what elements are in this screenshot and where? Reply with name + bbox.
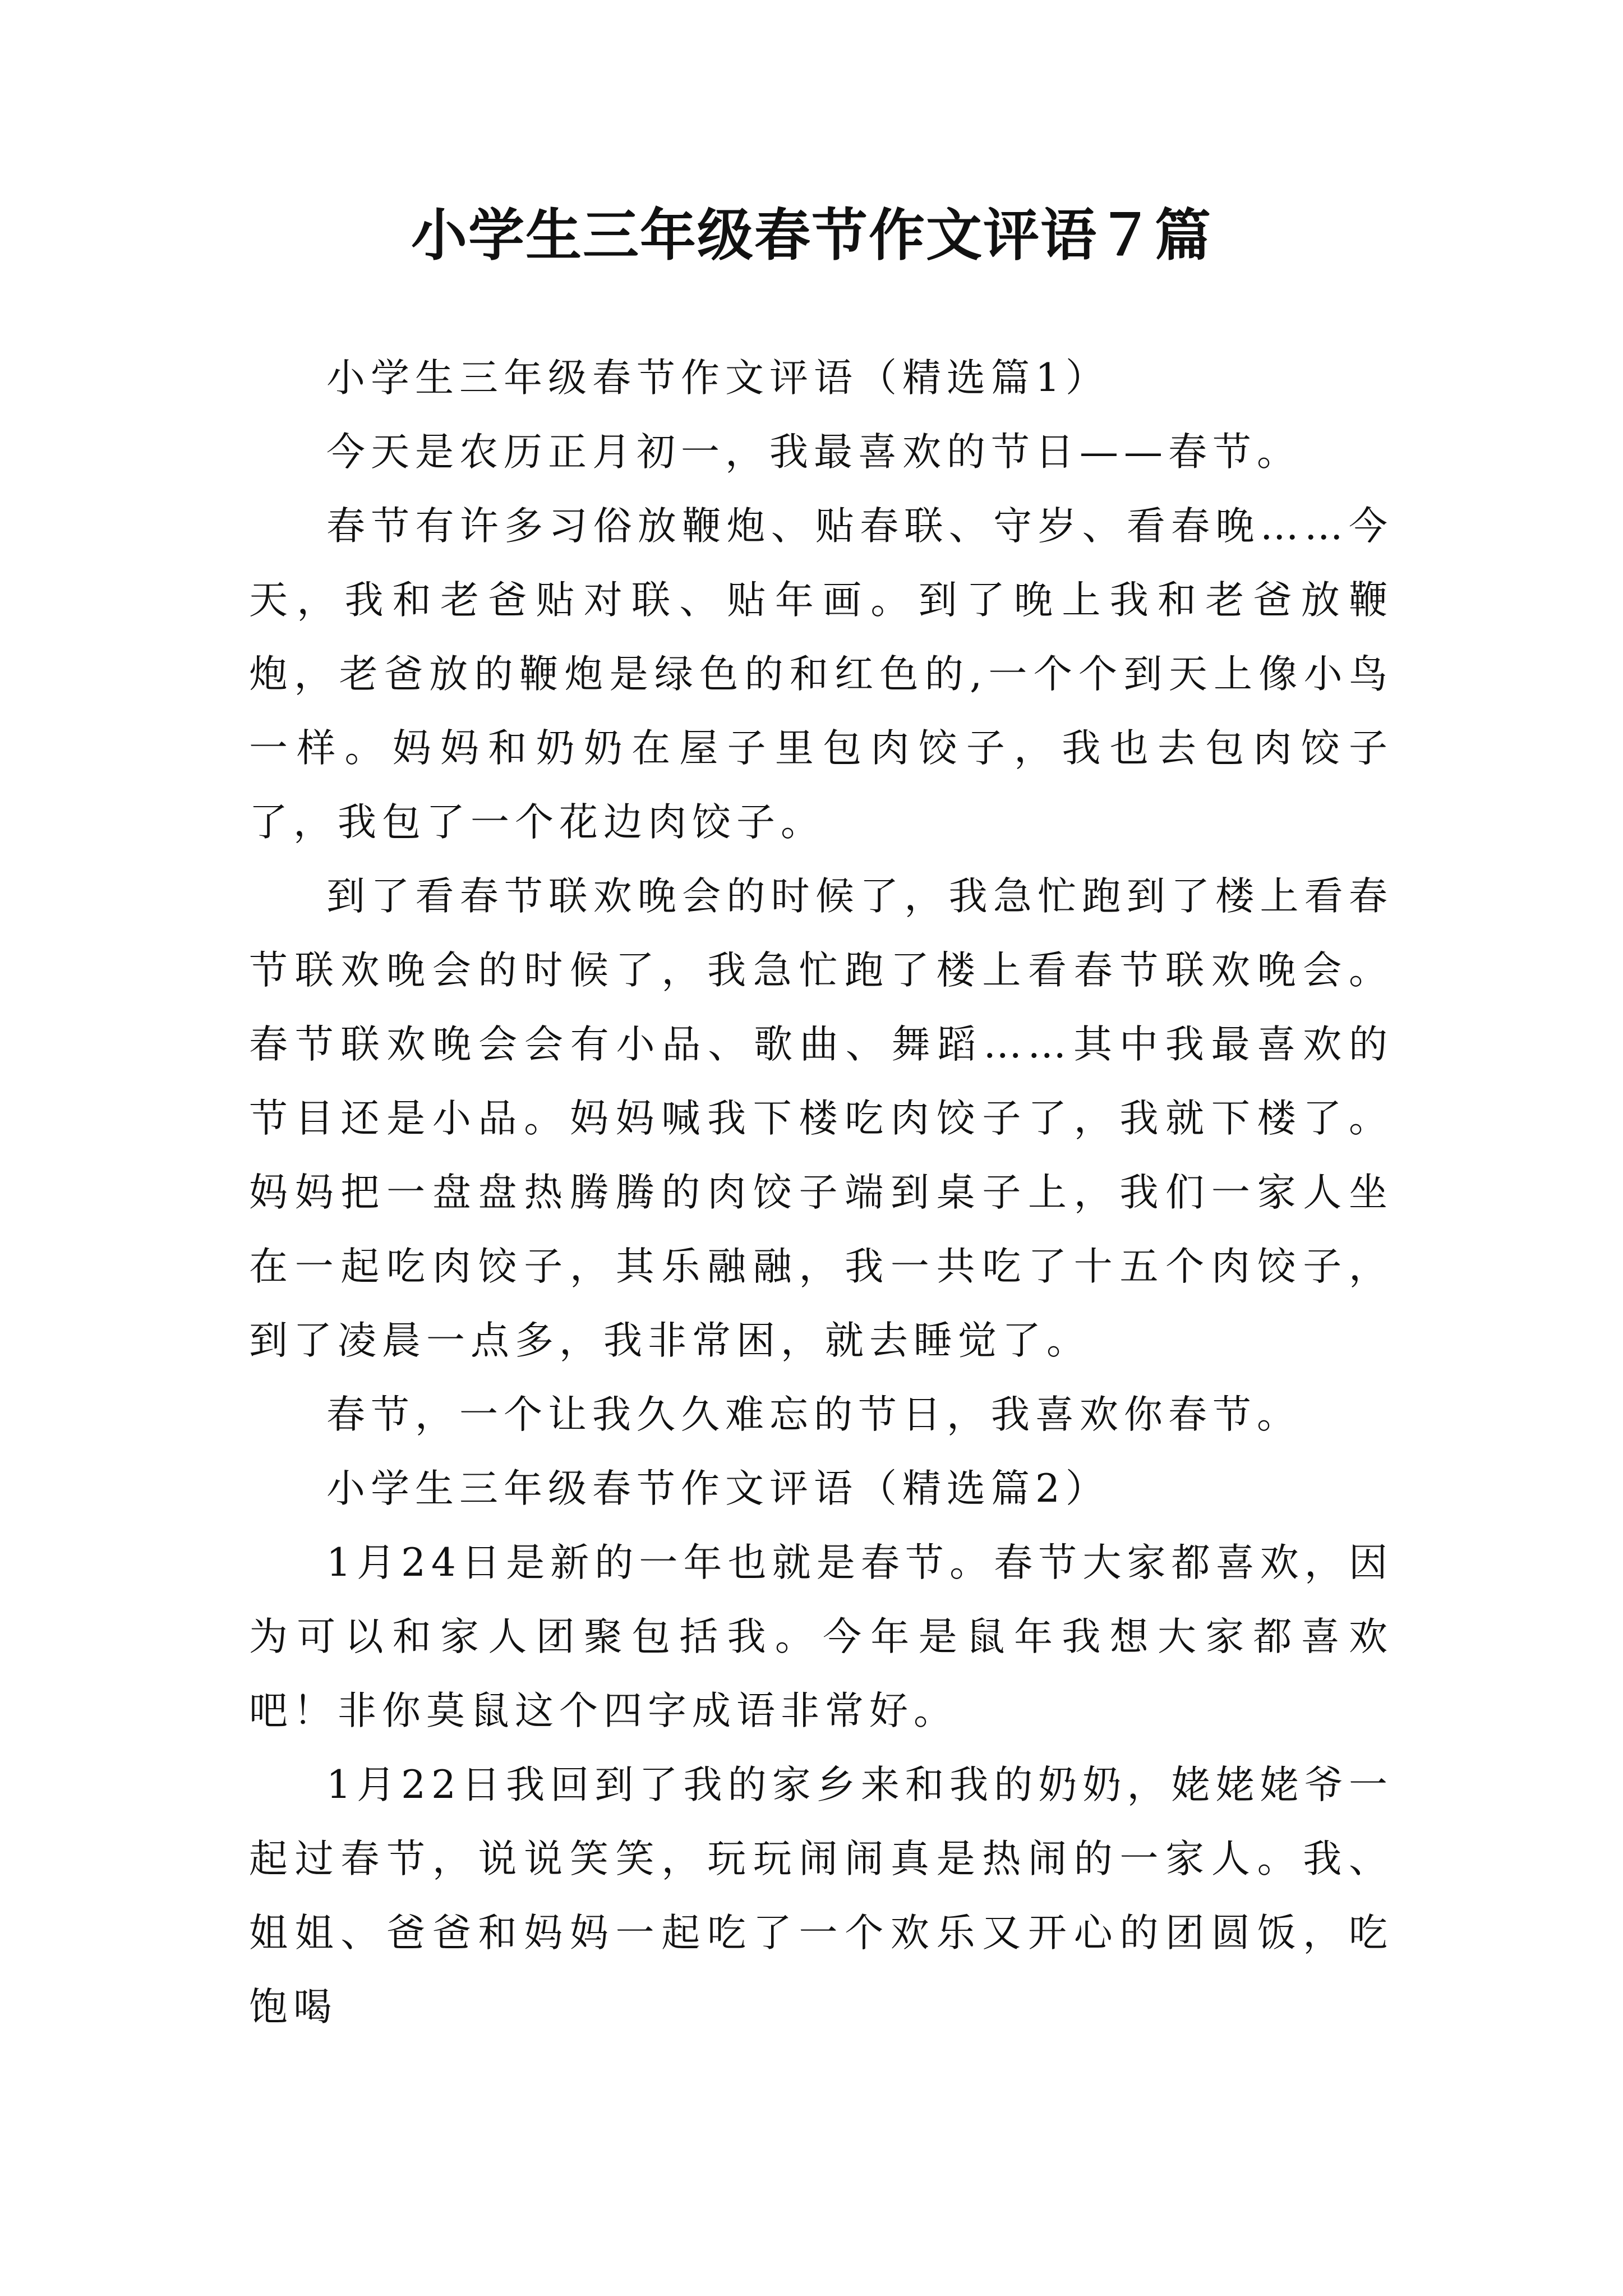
paragraph: 1月24日是新的一年也就是春节。春节大家都喜欢，因为可以和家人团聚包括我。今年是鼠年我想大家都喜欢吧！非你莫鼠这个四字成语非常好。 [249,1540,1393,1733]
paragraph: 到了看春节联欢晚会的时候了，我急忙跑到了楼上看春节联欢晚会的时候了，我急忙跑了楼上看春节联欢晚会。春节联欢晚会会有小品、歌曲、舞蹈……其中我最喜欢的节目还是小品。妈妈喊我下楼吃肉饺子了，我就下楼了。妈妈把一盘盘热腾腾的肉饺子端到桌子上，我们一家人坐在一起吃肉饺子，其乐融融，我一共吃了十五个肉饺子，到了凌晨一点多，我非常困，就去睡觉了。 [249,874,1393,1363]
section-heading-1: 小学生三年级春节作文评语（精选篇1） [326,356,1110,401]
document-title: 小学生三年级春节作文评语７篇 [411,203,1212,268]
section-heading-2: 小学生三年级春节作文评语（精选篇2） [326,1466,1110,1511]
paragraph: 春节有许多习俗放鞭炮、贴春联、守岁、看春晚……今天，我和老爸贴对联、贴年画。到了晚上我和老爸放鞭炮，老爸放的鞭炮是绿色的和红色的,一个个到天上像小鸟一样。妈妈和奶奶在屋子里包肉饺子，我也去包肉饺子了，我包了一个花边肉饺子。 [249,504,1393,845]
document-body [249,341,1393,2044]
paragraph: 春节，一个让我久久难忘的节日，我喜欢你春节。 [326,1392,1301,1437]
paragraph: 今天是农历正月初一，我最喜欢的节日——春节。 [326,430,1301,475]
paragraph: 1月22日我回到了我的家乡来和我的奶奶，姥姥姥爷一起过春节，说说笑笑，玩玩闹闹真是热闹的一家人。我、姐姐、爸爸和妈妈一起吃了一个欢乐又开心的团圆饭，吃饱喝 [249,1763,1393,2030]
